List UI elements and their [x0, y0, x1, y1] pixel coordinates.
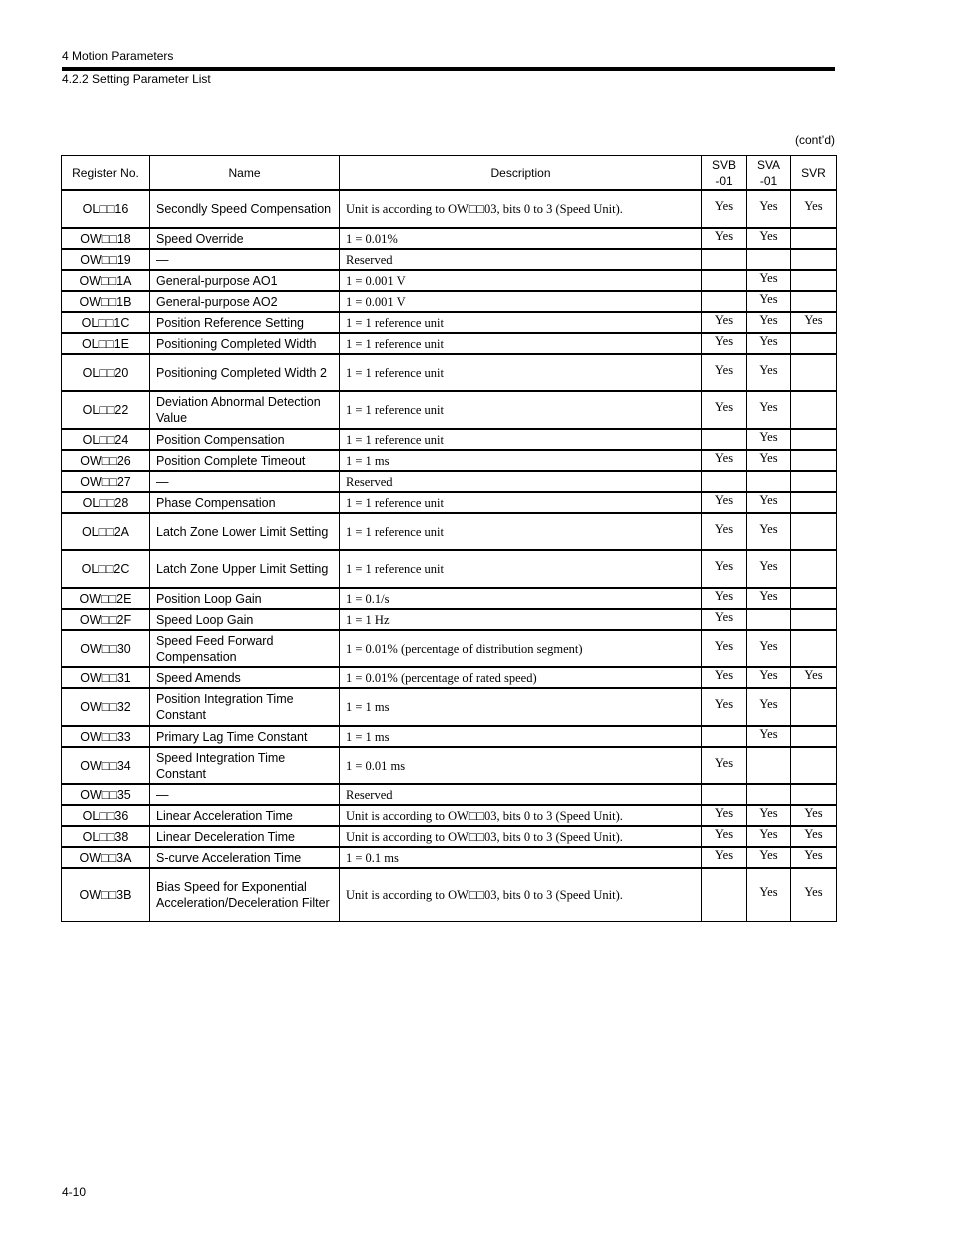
- section-heading: 4.2.2 Setting Parameter List: [62, 72, 211, 86]
- table-row: [62, 847, 837, 868]
- sva-cell-value: Yes: [759, 884, 778, 899]
- sva-cell: [747, 609, 791, 630]
- svb-cell: [702, 429, 747, 450]
- description-cell: Unit is according to OW□□03, bits 0 to 3 (Speed Unit).: [340, 190, 702, 228]
- description-cell: Unit is according to OW□□03, bits 0 to 3 (Speed Unit).: [340, 868, 702, 921]
- register-cell: OW□□18: [62, 228, 150, 249]
- svr-cell: [791, 270, 837, 291]
- sva-cell: [747, 784, 791, 805]
- sva-cell: [747, 190, 791, 228]
- svr-cell: [791, 747, 837, 784]
- description-cell: 1 = 1 reference unit: [340, 354, 702, 391]
- register-cell: OL□□1E: [62, 333, 150, 354]
- sva-cell: [747, 513, 791, 550]
- description-cell: 1 = 0.01 ms: [340, 747, 702, 784]
- description-cell: Unit is according to OW□□03, bits 0 to 3 (Speed Unit).: [340, 826, 702, 847]
- svb-cell: [702, 588, 747, 609]
- name-cell: Position Loop Gain: [150, 588, 340, 609]
- sva-cell: [747, 588, 791, 609]
- sva-cell: [747, 333, 791, 354]
- svr-cell-value: Yes: [804, 884, 823, 899]
- column-header-svr: SVR: [791, 156, 837, 191]
- svr-cell: [791, 513, 837, 550]
- description-cell: Reserved: [340, 784, 702, 805]
- description-cell: 1 = 1 Hz: [340, 609, 702, 630]
- description-cell: 1 = 1 reference unit: [340, 550, 702, 588]
- name-cell: Speed Feed Forward Compensation: [150, 630, 340, 667]
- sva-cell-value: Yes: [759, 559, 778, 573]
- name-cell: Position Compensation: [150, 429, 340, 450]
- description-cell: 1 = 1 ms: [340, 726, 702, 747]
- continued-label: (cont’d): [794, 133, 835, 147]
- sva-cell: [747, 747, 791, 784]
- description-cell: 1 = 1 reference unit: [340, 391, 702, 429]
- table-body: [62, 190, 837, 921]
- svr-cell: [791, 354, 837, 391]
- table-row: [62, 868, 837, 921]
- svr-cell: [791, 429, 837, 450]
- register-cell: OW□□27: [62, 471, 150, 492]
- register-cell: OW□□31: [62, 667, 150, 688]
- name-cell: S-curve Acceleration Time: [150, 847, 340, 868]
- sva-cell: [747, 492, 791, 513]
- svr-cell: [791, 667, 837, 688]
- svb-cell-value: Yes: [714, 697, 734, 711]
- register-cell: OL□□24: [62, 429, 150, 450]
- svb-cell: [702, 667, 747, 688]
- svr-cell: [791, 805, 837, 826]
- sva-cell: [747, 312, 791, 333]
- sva-cell: [747, 291, 791, 312]
- table-header-row: [62, 156, 837, 191]
- sva-cell: [747, 688, 791, 726]
- description-cell: 1 = 0.01% (percentage of rated speed): [340, 667, 702, 688]
- table-row: [62, 270, 837, 291]
- sva-cell-value: Yes: [759, 726, 778, 741]
- description-cell: 1 = 0.1/s: [340, 588, 702, 609]
- sva-cell-value: Yes: [759, 588, 778, 603]
- table-row: [62, 492, 837, 513]
- register-cell: OL□□16: [62, 190, 150, 228]
- parameter-table: [61, 155, 837, 922]
- description-cell: 1 = 0.1 ms: [340, 847, 702, 868]
- sva-cell-value: Yes: [759, 492, 778, 507]
- svr-cell: [791, 588, 837, 609]
- svr-cell: [791, 450, 837, 471]
- register-cell: OW□□2F: [62, 609, 150, 630]
- sva-cell-value: Yes: [759, 697, 778, 711]
- register-cell: OW□□35: [62, 784, 150, 805]
- sva-cell-value: Yes: [759, 270, 778, 285]
- svb-cell-value: Yes: [714, 362, 734, 377]
- column-header-register: Register No.: [62, 156, 150, 191]
- svb-cell-value: Yes: [714, 450, 734, 465]
- description-cell: 1 = 1 reference unit: [340, 333, 702, 354]
- register-cell: OW□□26: [62, 450, 150, 471]
- svb-cell: [702, 847, 747, 868]
- table-row: [62, 190, 837, 228]
- table-row: [62, 588, 837, 609]
- svr-cell: [791, 826, 837, 847]
- svb-cell-value: Yes: [714, 847, 734, 862]
- description-cell: 1 = 1 ms: [340, 450, 702, 471]
- svb-cell: [702, 190, 747, 228]
- register-cell: OW□□30: [62, 630, 150, 667]
- svb-cell: [702, 805, 747, 826]
- svr-cell: [791, 868, 837, 921]
- description-cell: 1 = 0.001 V: [340, 291, 702, 312]
- svb-cell: [702, 492, 747, 513]
- register-cell: OL□□38: [62, 826, 150, 847]
- svb-cell: [702, 868, 747, 921]
- svr-cell: [791, 550, 837, 588]
- sva-cell-value: Yes: [759, 667, 778, 682]
- svb-cell: [702, 333, 747, 354]
- sva-cell: [747, 450, 791, 471]
- svr-cell: [791, 688, 837, 726]
- sva-cell-value: Yes: [759, 228, 778, 243]
- svb-cell: [702, 630, 747, 667]
- name-cell: Speed Override: [150, 228, 340, 249]
- name-cell: Positioning Completed Width 2: [150, 354, 340, 391]
- sva-cell-value: Yes: [759, 805, 778, 820]
- sva-cell: [747, 228, 791, 249]
- register-cell: OL□□36: [62, 805, 150, 826]
- description-cell: Unit is according to OW□□03, bits 0 to 3 (Speed Unit).: [340, 805, 702, 826]
- svr-cell: [791, 291, 837, 312]
- name-cell: —: [150, 471, 340, 492]
- name-cell: Primary Lag Time Constant: [150, 726, 340, 747]
- name-cell: Phase Compensation: [150, 492, 340, 513]
- table-row: [62, 291, 837, 312]
- table-row: [62, 450, 837, 471]
- register-cell: OW□□33: [62, 726, 150, 747]
- svr-cell: [791, 492, 837, 513]
- description-cell: 1 = 0.001 V: [340, 270, 702, 291]
- svr-cell-value: Yes: [804, 805, 823, 820]
- table-row: [62, 333, 837, 354]
- table-row: [62, 688, 837, 726]
- sva-cell-value: Yes: [759, 312, 778, 327]
- svb-cell-value: Yes: [714, 805, 734, 820]
- sva-cell: [747, 847, 791, 868]
- name-cell: General-purpose AO1: [150, 270, 340, 291]
- svb-cell: [702, 270, 747, 291]
- table-row: [62, 609, 837, 630]
- svb-cell: [702, 784, 747, 805]
- register-cell: OW□□1A: [62, 270, 150, 291]
- name-cell: Linear Acceleration Time: [150, 805, 340, 826]
- sva-cell: [747, 726, 791, 747]
- svb-cell-value: Yes: [714, 333, 734, 348]
- svb-cell-value: Yes: [714, 492, 734, 507]
- column-header-name: Name: [150, 156, 340, 191]
- svb-cell: [702, 354, 747, 391]
- name-cell: Speed Loop Gain: [150, 609, 340, 630]
- svb-cell: [702, 826, 747, 847]
- description-cell: Reserved: [340, 249, 702, 270]
- column-header-svb: SVB -01: [702, 156, 747, 191]
- svb-cell-value: Yes: [714, 400, 734, 414]
- table-row: [62, 784, 837, 805]
- sva-cell: [747, 630, 791, 667]
- register-cell: OL□□20: [62, 354, 150, 391]
- name-cell: Speed Amends: [150, 667, 340, 688]
- register-cell: OL□□28: [62, 492, 150, 513]
- svr-cell: [791, 312, 837, 333]
- column-header-description: Description: [340, 156, 702, 191]
- name-cell: Position Integration Time Constant: [150, 688, 340, 726]
- sva-cell: [747, 868, 791, 921]
- svb-cell-value: Yes: [714, 199, 734, 213]
- svr-cell: [791, 784, 837, 805]
- svb-cell-value: Yes: [714, 667, 734, 682]
- sva-cell-value: Yes: [759, 826, 778, 841]
- svb-cell: [702, 609, 747, 630]
- register-cell: OW□□3A: [62, 847, 150, 868]
- svr-cell-value: Yes: [804, 312, 823, 327]
- register-cell: OL□□2A: [62, 513, 150, 550]
- sva-cell: [747, 249, 791, 270]
- register-cell: OL□□2C: [62, 550, 150, 588]
- svb-cell-value: Yes: [714, 826, 734, 841]
- sva-cell: [747, 391, 791, 429]
- svr-cell: [791, 249, 837, 270]
- description-cell: 1 = 0.01%: [340, 228, 702, 249]
- description-cell: 1 = 0.01% (percentage of distribution segment): [340, 630, 702, 667]
- chapter-heading: 4 Motion Parameters: [62, 49, 174, 63]
- description-cell: 1 = 1 ms: [340, 688, 702, 726]
- description-cell: 1 = 1 reference unit: [340, 513, 702, 550]
- svr-cell: [791, 726, 837, 747]
- table-row: [62, 805, 837, 826]
- register-cell: OW□□34: [62, 747, 150, 784]
- name-cell: Speed Integration Time Constant: [150, 747, 340, 784]
- name-cell: Position Complete Timeout: [150, 450, 340, 471]
- svr-cell: [791, 228, 837, 249]
- column-header-sva: SVA -01: [747, 156, 791, 191]
- header-rule: [62, 67, 835, 71]
- name-cell: Secondly Speed Compensation: [150, 190, 340, 228]
- register-cell: OL□□1C: [62, 312, 150, 333]
- svb-cell: [702, 450, 747, 471]
- register-cell: OL□□22: [62, 391, 150, 429]
- register-cell: OW□□3B: [62, 868, 150, 921]
- register-cell: OW□□32: [62, 688, 150, 726]
- name-cell: Linear Deceleration Time: [150, 826, 340, 847]
- table-row: [62, 429, 837, 450]
- page-number: 4-10: [62, 1185, 87, 1199]
- name-cell: Bias Speed for Exponential Acceleration/Deceleration Filter: [150, 868, 340, 921]
- svb-cell: [702, 312, 747, 333]
- register-cell: OW□□2E: [62, 588, 150, 609]
- sva-cell-value: Yes: [759, 333, 778, 348]
- svr-cell-value: Yes: [804, 826, 823, 841]
- table-row: [62, 391, 837, 429]
- svr-cell-value: Yes: [804, 199, 823, 213]
- register-cell: OW□□1B: [62, 291, 150, 312]
- sva-cell-value: Yes: [759, 362, 778, 377]
- svr-cell: [791, 391, 837, 429]
- sva-cell: [747, 429, 791, 450]
- table-row: [62, 667, 837, 688]
- table-row: [62, 747, 837, 784]
- svb-cell: [702, 471, 747, 492]
- sva-cell-value: Yes: [759, 521, 778, 536]
- svb-cell-value: Yes: [714, 609, 734, 624]
- table-row: [62, 513, 837, 550]
- svb-cell: [702, 726, 747, 747]
- sva-cell-value: Yes: [759, 847, 778, 862]
- table-row: [62, 826, 837, 847]
- svb-cell-value: Yes: [714, 521, 734, 536]
- svr-cell: [791, 609, 837, 630]
- svb-cell: [702, 688, 747, 726]
- register-cell: OW□□19: [62, 249, 150, 270]
- svb-cell: [702, 747, 747, 784]
- svb-cell: [702, 550, 747, 588]
- sva-cell-value: Yes: [759, 638, 778, 653]
- svb-cell-value: Yes: [714, 755, 734, 770]
- svr-cell: [791, 471, 837, 492]
- name-cell: —: [150, 784, 340, 805]
- svr-cell: [791, 847, 837, 868]
- name-cell: General-purpose AO2: [150, 291, 340, 312]
- svb-cell-value: Yes: [714, 638, 734, 653]
- svb-cell: [702, 291, 747, 312]
- svb-cell-value: Yes: [714, 588, 734, 603]
- svr-cell: [791, 190, 837, 228]
- sva-cell-value: Yes: [759, 400, 778, 414]
- sva-cell: [747, 550, 791, 588]
- table-row: [62, 550, 837, 588]
- svr-cell: [791, 333, 837, 354]
- name-cell: —: [150, 249, 340, 270]
- description-cell: 1 = 1 reference unit: [340, 312, 702, 333]
- name-cell: Latch Zone Lower Limit Setting: [150, 513, 340, 550]
- sva-cell-value: Yes: [759, 429, 778, 444]
- svb-cell: [702, 513, 747, 550]
- table-row: [62, 249, 837, 270]
- sva-cell: [747, 667, 791, 688]
- name-cell: Latch Zone Upper Limit Setting: [150, 550, 340, 588]
- description-cell: 1 = 1 reference unit: [340, 492, 702, 513]
- description-cell: 1 = 1 reference unit: [340, 429, 702, 450]
- svr-cell-value: Yes: [804, 847, 823, 862]
- svb-cell-value: Yes: [714, 312, 734, 327]
- sva-cell-value: Yes: [759, 450, 778, 465]
- sva-cell: [747, 354, 791, 391]
- table-row: [62, 312, 837, 333]
- sva-cell: [747, 826, 791, 847]
- name-cell: Position Reference Setting: [150, 312, 340, 333]
- svb-cell: [702, 391, 747, 429]
- sva-cell: [747, 471, 791, 492]
- svb-cell-value: Yes: [714, 559, 734, 573]
- sva-cell-value: Yes: [759, 291, 778, 306]
- svb-cell: [702, 228, 747, 249]
- name-cell: Positioning Completed Width: [150, 333, 340, 354]
- table-row: [62, 471, 837, 492]
- svb-cell-value: Yes: [714, 228, 734, 243]
- table-row: [62, 228, 837, 249]
- name-cell: Deviation Abnormal Detection Value: [150, 391, 340, 429]
- sva-cell: [747, 270, 791, 291]
- table-row: [62, 726, 837, 747]
- table-row: [62, 354, 837, 391]
- svr-cell-value: Yes: [804, 667, 823, 682]
- description-cell: Reserved: [340, 471, 702, 492]
- sva-cell-value: Yes: [759, 199, 778, 213]
- sva-cell: [747, 805, 791, 826]
- svr-cell: [791, 630, 837, 667]
- table-row: [62, 630, 837, 667]
- svb-cell: [702, 249, 747, 270]
